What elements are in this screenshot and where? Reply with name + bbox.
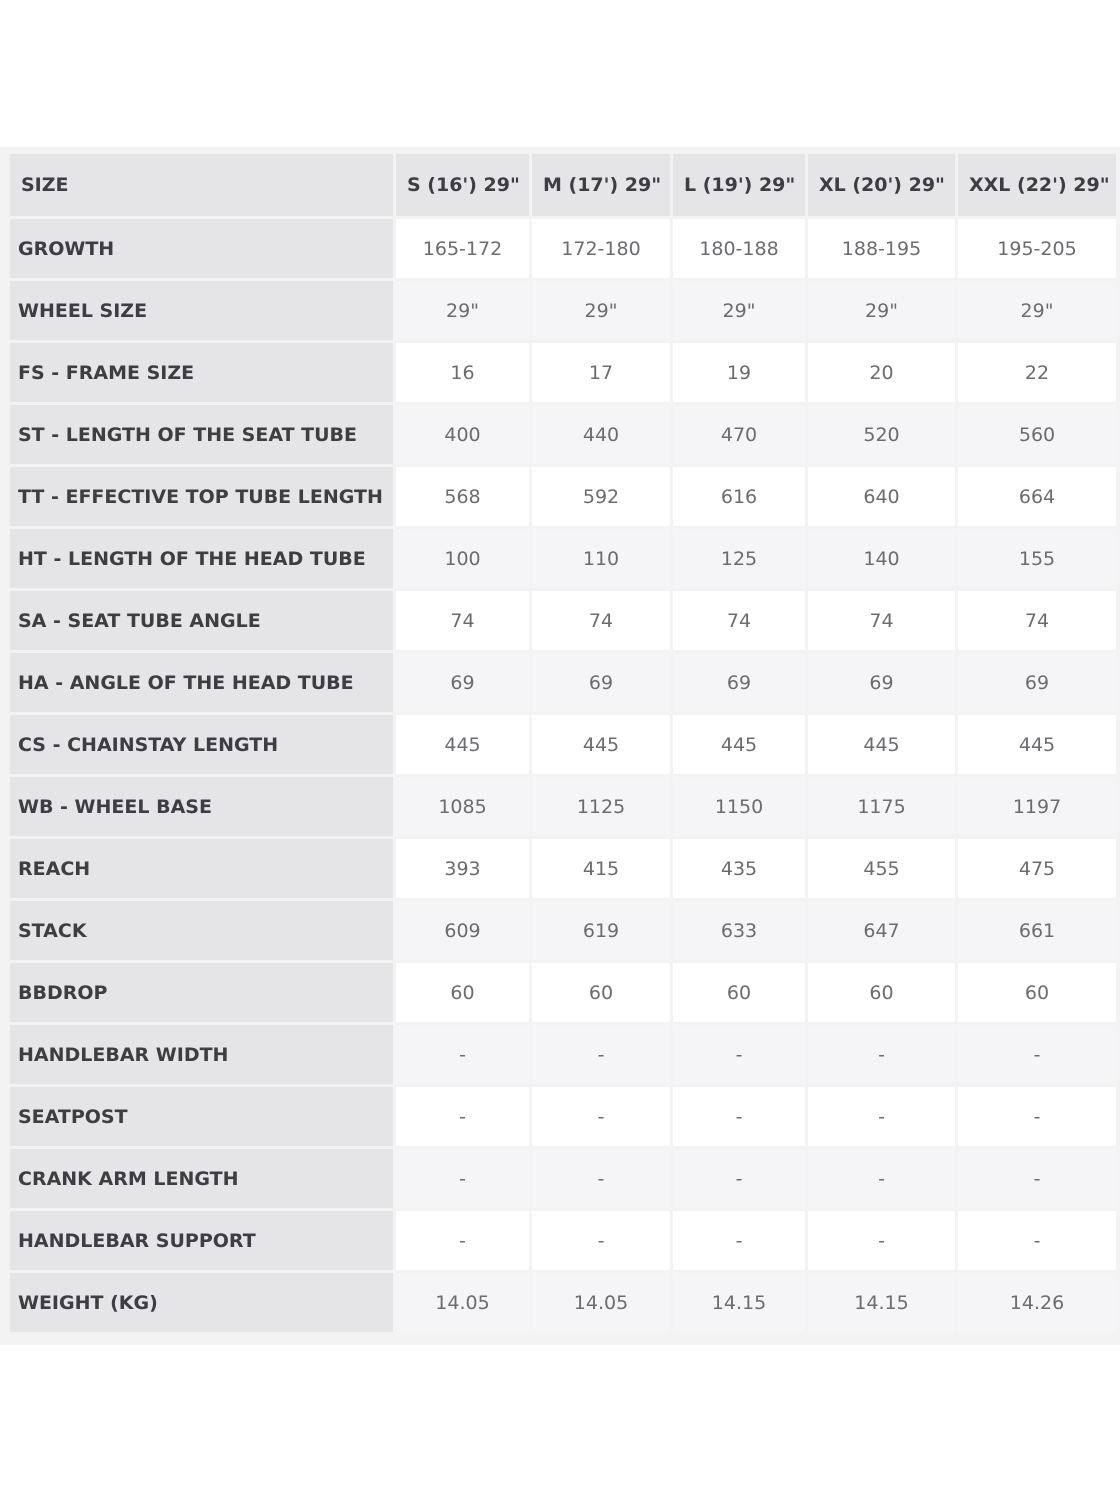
table-cell: 74 <box>673 591 805 650</box>
table-row <box>10 281 1116 340</box>
table-cell: - <box>958 1149 1116 1208</box>
table-cell: 633 <box>673 901 805 960</box>
table-header-row <box>10 154 1116 216</box>
table-cell: 445 <box>396 715 529 774</box>
table-row <box>10 1149 1116 1208</box>
table-cell: - <box>673 1211 805 1270</box>
row-label: REACH <box>10 839 393 898</box>
table-cell: 1197 <box>958 777 1116 836</box>
table-cell: 616 <box>673 467 805 526</box>
table-cell: - <box>808 1211 955 1270</box>
table-cell: 640 <box>808 467 955 526</box>
table-cell: - <box>673 1149 805 1208</box>
table-cell: 180-188 <box>673 219 805 278</box>
table-cell: 60 <box>673 963 805 1022</box>
table-cell: 188-195 <box>808 219 955 278</box>
table-row <box>10 839 1116 898</box>
row-label: TT - EFFECTIVE TOP TUBE LENGTH <box>10 467 393 526</box>
row-label: HANDLEBAR SUPPORT <box>10 1211 393 1270</box>
table-cell: 16 <box>396 343 529 402</box>
table-cell: 415 <box>532 839 670 898</box>
table-cell: - <box>673 1087 805 1146</box>
header-size-xxl: XXL (22') 29" <box>958 154 1116 216</box>
table-row <box>10 715 1116 774</box>
table-row <box>10 467 1116 526</box>
header-size-xl: XL (20') 29" <box>808 154 955 216</box>
table-cell: 14.26 <box>958 1273 1116 1332</box>
row-label: ST - LENGTH OF THE SEAT TUBE <box>10 405 393 464</box>
table-cell: 29" <box>958 281 1116 340</box>
table-row <box>10 405 1116 464</box>
table-cell: 435 <box>673 839 805 898</box>
table-cell: 17 <box>532 343 670 402</box>
table-cell: 440 <box>532 405 670 464</box>
table-cell: 400 <box>396 405 529 464</box>
table-cell: - <box>532 1087 670 1146</box>
table-cell: - <box>396 1211 529 1270</box>
table-cell: 445 <box>958 715 1116 774</box>
table-cell: 647 <box>808 901 955 960</box>
table-cell: 592 <box>532 467 670 526</box>
table-row <box>10 653 1116 712</box>
row-label: HT - LENGTH OF THE HEAD TUBE <box>10 529 393 588</box>
row-label: CRANK ARM LENGTH <box>10 1149 393 1208</box>
table-cell: 1085 <box>396 777 529 836</box>
table-row <box>10 1087 1116 1146</box>
table-cell: 165-172 <box>396 219 529 278</box>
table-row <box>10 529 1116 588</box>
table-cell: 60 <box>808 963 955 1022</box>
table-row <box>10 591 1116 650</box>
table-cell: - <box>396 1025 529 1084</box>
table-row <box>10 343 1116 402</box>
table-row <box>10 219 1116 278</box>
table-cell: 195-205 <box>958 219 1116 278</box>
table-cell: 125 <box>673 529 805 588</box>
table-cell: 172-180 <box>532 219 670 278</box>
table-cell: 74 <box>532 591 670 650</box>
table-row <box>10 901 1116 960</box>
table-cell: 661 <box>958 901 1116 960</box>
table-row <box>10 963 1116 1022</box>
header-size-l: L (19') 29" <box>673 154 805 216</box>
table-cell: - <box>808 1149 955 1208</box>
row-label: GROWTH <box>10 219 393 278</box>
table-cell: 69 <box>396 653 529 712</box>
table-cell: 29" <box>396 281 529 340</box>
table-cell: - <box>673 1025 805 1084</box>
table-cell: 74 <box>396 591 529 650</box>
table-cell: 14.05 <box>396 1273 529 1332</box>
geometry-table-container <box>0 147 1120 1345</box>
row-label: HA - ANGLE OF THE HEAD TUBE <box>10 653 393 712</box>
row-label: WB - WHEEL BASE <box>10 777 393 836</box>
table-cell: 1150 <box>673 777 805 836</box>
table-cell: 470 <box>673 405 805 464</box>
table-cell: 29" <box>673 281 805 340</box>
table-cell: 393 <box>396 839 529 898</box>
header-size-m: M (17') 29" <box>532 154 670 216</box>
table-cell: 22 <box>958 343 1116 402</box>
table-cell: 29" <box>808 281 955 340</box>
table-cell: - <box>958 1087 1116 1146</box>
table-cell: 520 <box>808 405 955 464</box>
table-cell: 29" <box>532 281 670 340</box>
row-label: FS - FRAME SIZE <box>10 343 393 402</box>
table-cell: 1175 <box>808 777 955 836</box>
table-cell: 69 <box>808 653 955 712</box>
row-label: SEATPOST <box>10 1087 393 1146</box>
table-cell: 1125 <box>532 777 670 836</box>
table-cell: 60 <box>958 963 1116 1022</box>
table-cell: 445 <box>673 715 805 774</box>
table-cell: 69 <box>958 653 1116 712</box>
table-cell: 609 <box>396 901 529 960</box>
table-cell: - <box>532 1025 670 1084</box>
table-cell: - <box>958 1025 1116 1084</box>
table-cell: 74 <box>958 591 1116 650</box>
table-cell: - <box>396 1149 529 1208</box>
table-cell: 69 <box>532 653 670 712</box>
table-cell: 445 <box>808 715 955 774</box>
row-label: WHEEL SIZE <box>10 281 393 340</box>
row-label: BBDROP <box>10 963 393 1022</box>
table-cell: 619 <box>532 901 670 960</box>
header-size-label: SIZE <box>10 154 393 216</box>
table-cell: - <box>532 1149 670 1208</box>
table-cell: 74 <box>808 591 955 650</box>
table-cell: - <box>396 1087 529 1146</box>
table-cell: 455 <box>808 839 955 898</box>
table-cell: 445 <box>532 715 670 774</box>
table-cell: 14.05 <box>532 1273 670 1332</box>
header-size-s: S (16') 29" <box>396 154 529 216</box>
table-cell: - <box>808 1025 955 1084</box>
table-cell: 560 <box>958 405 1116 464</box>
table-cell: 155 <box>958 529 1116 588</box>
row-label: WEIGHT (KG) <box>10 1273 393 1332</box>
table-cell: 60 <box>532 963 670 1022</box>
table-cell: - <box>532 1211 670 1270</box>
table-cell: - <box>808 1087 955 1146</box>
table-cell: 110 <box>532 529 670 588</box>
row-label: STACK <box>10 901 393 960</box>
table-cell: - <box>958 1211 1116 1270</box>
row-label: HANDLEBAR WIDTH <box>10 1025 393 1084</box>
table-cell: 60 <box>396 963 529 1022</box>
table-cell: 20 <box>808 343 955 402</box>
table-cell: 664 <box>958 467 1116 526</box>
geometry-table <box>7 151 1119 1335</box>
table-cell: 19 <box>673 343 805 402</box>
table-cell: 140 <box>808 529 955 588</box>
table-cell: 568 <box>396 467 529 526</box>
table-row <box>10 1273 1116 1332</box>
row-label: CS - CHAINSTAY LENGTH <box>10 715 393 774</box>
table-cell: 100 <box>396 529 529 588</box>
table-cell: 475 <box>958 839 1116 898</box>
table-row <box>10 777 1116 836</box>
table-cell: 14.15 <box>808 1273 955 1332</box>
table-row <box>10 1025 1116 1084</box>
table-row <box>10 1211 1116 1270</box>
table-cell: 14.15 <box>673 1273 805 1332</box>
row-label: SA - SEAT TUBE ANGLE <box>10 591 393 650</box>
table-cell: 69 <box>673 653 805 712</box>
